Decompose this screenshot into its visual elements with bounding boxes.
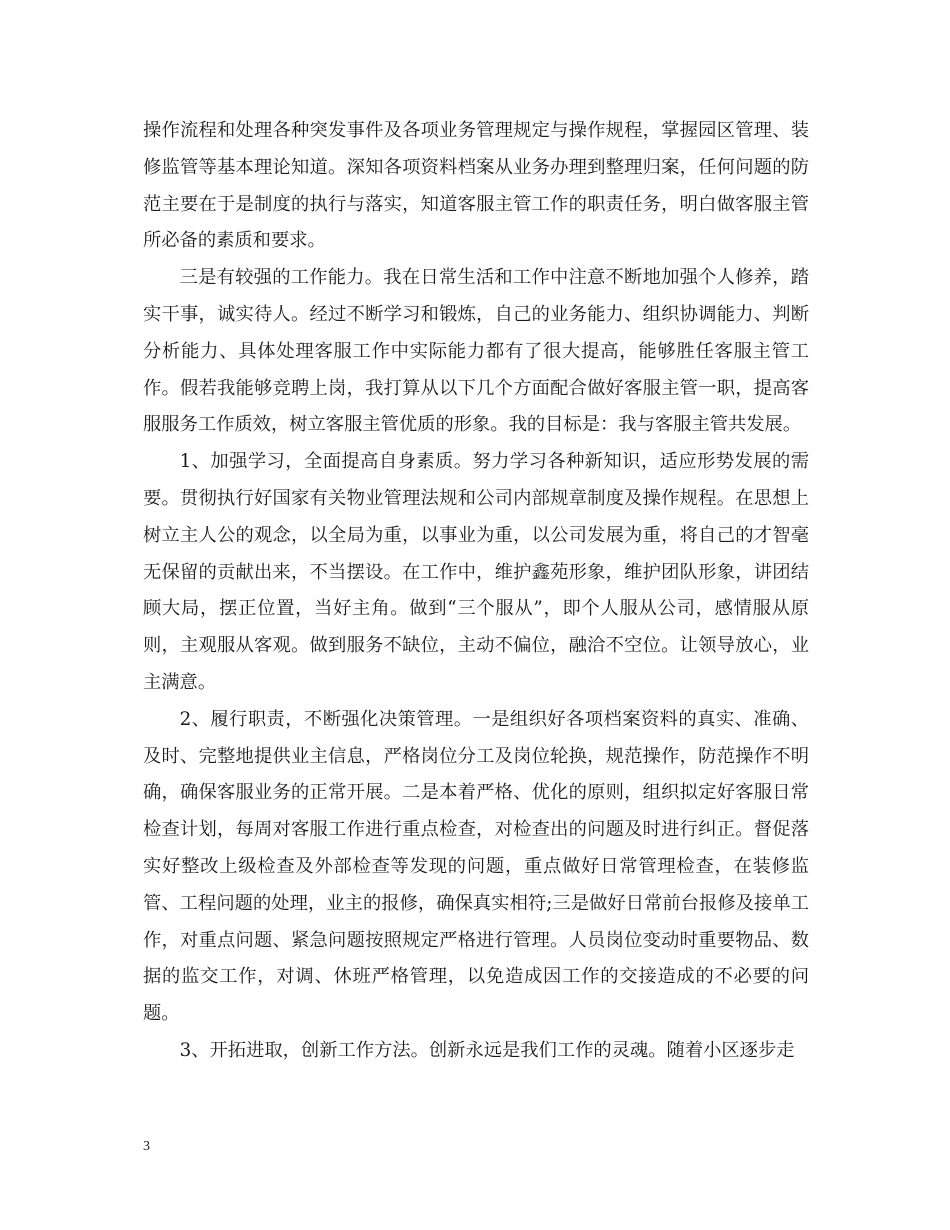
paragraph-2: 三是有较强的工作能力。我在日常生活和工作中注意不断地加强个人修养，踏实干事，诚实待人。经过不断学习和锻炼，自己的业务能力、组织协调能力、判断分析能力、具体处理客服工作中实际能力都有了很大提高，能够胜任客服主管工作。假若我能够竞聘上岗，我打算从以下几个方面配合做好客服主管一职，提高客服服务工作质效，树立客服主管优质的形象。我的目标是：我与客服主管共发展。 [143,267,809,436]
paragraph-4: 2、履行职责，不断强化决策管理。一是组织好各项档案资料的真实、准确、及时、完整地提供业主信息，严格岗位分工及岗位轮换，规范操作，防范操作不明确，确保客服业务的正常开展。二是本着严格、优化的原则，组织拟定好客服日常检查计划，每周对客服工作进行重点检查，对检查出的问题及时进行纠正。督促落实好整改上级检查及外部检查等发现的问题，重点做好日常管理检查，在装修监管、工程问题的处理，业主的报修，确保真实相符;三是做好日常前台报修及接单工作，对重点问题、紧急问题按照规定严格进行管理。人员岗位变动时重要物品、数据的监交工作，对调、休班严格管理，以免造成因工作的交接造成的不必要的问题。 [143,708,809,1025]
paragraph-1: 操作流程和处理各种突发事件及各项业务管理规定与操作规程，掌握园区管理、装修监管等基本理论知道。深知各项资料档案从业务办理到整理归案，任何问题的防范主要在于是制度的执行与落实，知道客服主管工作的职责任务，明白做客服主管所必备的素质和要求。 [143,120,809,252]
paragraph-5: 3、开拓进取，创新工作方法。创新永远是我们工作的灵魂。随着小区逐步走 [179,1039,795,1061]
paragraph-3: 1、加强学习，全面提高自身素质。努力学习各种新知识，适应形势发展的需要。贯彻执行好国家有关物业管理法规和公司内部规章制度及操作规程。在思想上树立主人公的观念，以全局为重，以事业为重，以公司发展为重，将自己的才智毫无保留的贡献出来，不当摆设。在工作中，维护鑫苑形象，维护团队形象，讲团结顾大局，摆正位置，当好主角。做到“三个服从”，即个人服从公司，感情服从原则，主观服从客观。做到服务不缺位，主动不偏位，融洽不空位。让领导放心，业主满意。 [143,451,809,693]
page-number: 3 [143,1139,150,1154]
document-body [143,113,809,1070]
